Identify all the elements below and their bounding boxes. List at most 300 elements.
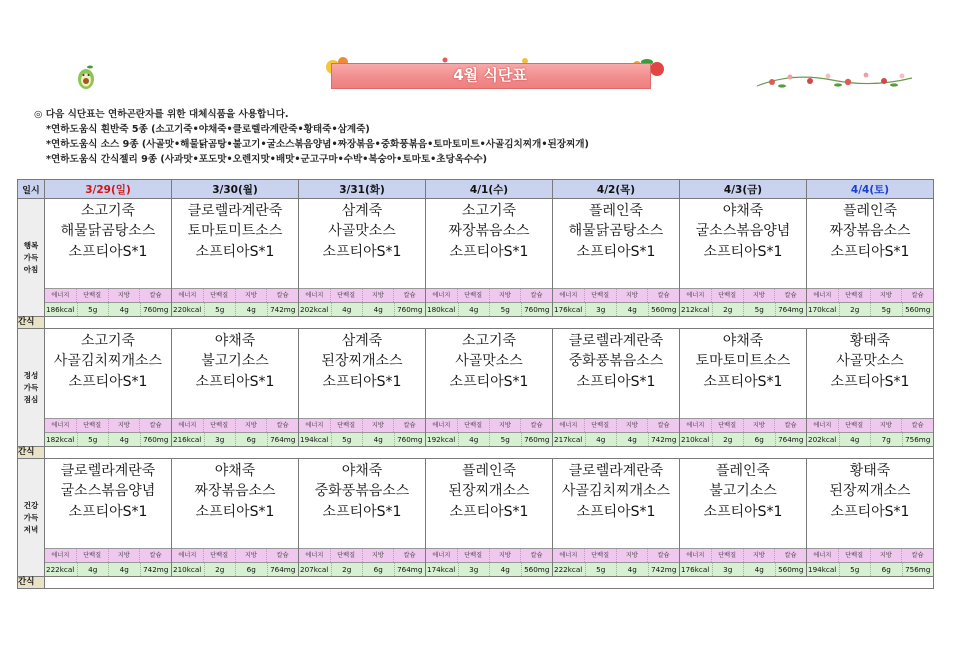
nutrient-value: 5g [490, 303, 522, 316]
dish-name: 클로렐라계란죽 [568, 463, 664, 479]
snack-label: 간식 [18, 447, 45, 459]
nutrient-label: 에너지 [680, 289, 712, 302]
nutrient-value: 4g [744, 563, 776, 576]
meal-cell [45, 329, 172, 447]
nutrient-label: 칼슘 [530, 552, 543, 559]
note-line: ◎ 다음 식단표는 연하곤란자를 위한 대체식품을 사용합니다. [34, 109, 289, 120]
meal-cell [426, 329, 553, 447]
meal-cell [807, 459, 934, 577]
nutrient-value: 186kcal [45, 303, 78, 316]
nutrient-value: 742mg [143, 565, 169, 574]
meal-cell [807, 329, 934, 447]
dish-name: 사골김치찌개소스 [561, 483, 671, 500]
nutrient-label: 지방 [871, 549, 903, 562]
dish-name: 소프티아S*1 [195, 243, 275, 260]
nutrient-value: 3g [713, 563, 745, 576]
nutrient-value: 5g [840, 563, 872, 576]
nutrient-value: 760mg [397, 435, 423, 444]
snack-label: 간식 [18, 317, 45, 329]
dish-name: 해물닭곰탕소스 [568, 223, 664, 240]
dish-name: 플레인죽 [588, 203, 644, 219]
meal-row [18, 329, 934, 447]
day-header: 3/31(화) [299, 180, 426, 199]
dish-name: 중화풍볶음소스 [314, 483, 410, 500]
nutrient-label: 에너지 [172, 419, 204, 432]
nutrient-label: 단백질 [839, 289, 871, 302]
meal-cell [426, 199, 553, 317]
nutrient-header [553, 288, 679, 302]
nutrient-values [680, 302, 806, 316]
nutrient-label: 단백질 [331, 549, 363, 562]
nutrient-label: 지방 [617, 419, 649, 432]
nutrient-value: 2g [713, 303, 745, 316]
date-header-row [18, 180, 934, 199]
nutrient-value: 5g [586, 563, 618, 576]
nutrient-values [680, 432, 806, 446]
nutrient-header [172, 288, 298, 302]
dish-name: 소프티아S*1 [68, 373, 148, 390]
nutrient-label: 단백질 [585, 549, 617, 562]
dish-name: 소프티아S*1 [68, 503, 148, 520]
nutrient-label: 칼슘 [657, 422, 670, 429]
dish-name: 소프티아S*1 [322, 503, 402, 520]
nutrient-label: 지방 [236, 419, 268, 432]
nutrient-label: 단백질 [458, 289, 490, 302]
nutrient-label: 칼슘 [149, 552, 162, 559]
dish-name: 소프티아S*1 [449, 243, 529, 260]
nutrient-value: 4g [109, 563, 141, 576]
nutrient-label: 에너지 [45, 289, 77, 302]
nutrient-header [426, 418, 552, 432]
nutrient-label: 칼슘 [784, 292, 797, 299]
dish-name: 중화풍볶음소스 [568, 353, 664, 370]
dish-list [299, 199, 425, 288]
dish-name: 해물닭곰탕소스 [60, 223, 156, 240]
nutrient-label: 에너지 [807, 289, 839, 302]
nutrient-label: 지방 [744, 419, 776, 432]
nutrient-value: 6g [363, 563, 395, 576]
nutrient-header [426, 288, 552, 302]
nutrient-value: 764mg [778, 305, 804, 314]
dish-list [299, 459, 425, 548]
nutrient-header [426, 548, 552, 562]
nutrient-label: 지방 [490, 289, 522, 302]
dish-name: 소프티아S*1 [195, 503, 275, 520]
nutrient-label: 단백질 [331, 289, 363, 302]
notes-section [34, 107, 589, 167]
nutrient-value: 4g [109, 303, 141, 316]
nutrient-value: 764mg [270, 565, 296, 574]
nutrient-label: 단백질 [585, 419, 617, 432]
dish-name: 토마토미트소스 [695, 353, 791, 370]
nutrient-label: 지방 [236, 549, 268, 562]
dish-name: 야채죽 [341, 463, 383, 479]
nutrient-values [45, 302, 171, 316]
nutrient-value: 2g [332, 563, 364, 576]
nutrient-value: 4g [459, 433, 491, 446]
nutrient-value: 182kcal [45, 433, 78, 446]
dish-name: 소고기죽 [80, 333, 136, 349]
title-banner [325, 57, 665, 95]
dish-list [426, 329, 552, 418]
nutrient-label: 지방 [363, 289, 395, 302]
nutrient-value: 4g [363, 303, 395, 316]
date-column-label: 일시 [18, 180, 45, 199]
nutrient-value: 4g [236, 303, 268, 316]
dish-name: 소고기죽 [461, 333, 517, 349]
nutrient-header [45, 288, 171, 302]
dish-name: 소프티아S*1 [703, 373, 783, 390]
nutrient-values [426, 562, 552, 576]
nutrient-label: 단백질 [839, 419, 871, 432]
meal-cell [680, 459, 807, 577]
nutrient-header [680, 548, 806, 562]
dish-list [45, 329, 171, 418]
dish-name: 황태죽 [849, 463, 891, 479]
nutrient-label: 칼슘 [911, 552, 924, 559]
nutrient-values [807, 562, 933, 576]
nutrient-value: 742mg [651, 565, 677, 574]
dish-name: 야채죽 [214, 333, 256, 349]
nutrient-value: 207kcal [299, 563, 332, 576]
nutrient-label: 에너지 [553, 549, 585, 562]
nutrient-value: 4g [459, 303, 491, 316]
dish-name: 굴소스볶음양념 [60, 483, 156, 500]
dish-name: 소프티아S*1 [830, 373, 910, 390]
nutrient-values [426, 432, 552, 446]
dish-name: 소프티아S*1 [322, 243, 402, 260]
nutrient-value: 4g [617, 303, 649, 316]
dish-name: 플레인죽 [715, 463, 771, 479]
nutrient-value: 5g [78, 303, 110, 316]
nutrient-value: 4g [332, 303, 364, 316]
nutrient-label: 칼슘 [276, 292, 289, 299]
nutrient-value: 560mg [905, 305, 931, 314]
nutrient-label: 칼슘 [403, 422, 416, 429]
snack-row [18, 577, 934, 589]
meal-cell [299, 199, 426, 317]
nutrient-label: 칼슘 [784, 552, 797, 559]
nutrient-value: 760mg [397, 305, 423, 314]
dish-list [172, 459, 298, 548]
meal-cell [553, 459, 680, 577]
nutrient-label: 에너지 [299, 289, 331, 302]
nutrient-label: 에너지 [807, 549, 839, 562]
note-line: *연하도움식 간식젤리 9종 (사과맛•포도맛•오렌지맛•배맛•군고구마•수박•복숭아•토마토•초당옥수수) [46, 154, 487, 165]
dish-name: 삼계죽 [341, 333, 383, 349]
meal-cell [299, 459, 426, 577]
nutrient-label: 에너지 [299, 549, 331, 562]
nutrient-label: 칼슘 [403, 292, 416, 299]
nutrient-label: 지방 [490, 549, 522, 562]
nutrient-label: 단백질 [77, 549, 109, 562]
nutrient-label: 단백질 [712, 289, 744, 302]
meal-cell [172, 199, 299, 317]
nutrient-value: 176kcal [553, 303, 586, 316]
nutrient-label: 에너지 [45, 419, 77, 432]
nutrient-value: 4g [617, 433, 649, 446]
snack-label: 간식 [18, 577, 45, 589]
dish-list [172, 329, 298, 418]
nutrient-label: 지방 [744, 549, 776, 562]
nutrient-header [172, 548, 298, 562]
meal-cell [807, 199, 934, 317]
nutrient-value: 760mg [524, 435, 550, 444]
nutrient-value: 742mg [270, 305, 296, 314]
dish-name: 불고기소스 [201, 353, 269, 370]
nutrient-label: 지방 [617, 549, 649, 562]
meal-label-line: 행복 [23, 240, 39, 250]
nutrient-value: 5g [332, 433, 364, 446]
dish-name: 사골맛소스 [328, 223, 396, 240]
nutrient-label: 단백질 [204, 289, 236, 302]
dish-list [426, 459, 552, 548]
dish-name: 소고기죽 [80, 203, 136, 219]
meal-row [18, 459, 934, 577]
nutrient-value: 5g [871, 303, 903, 316]
dish-list [45, 459, 171, 548]
nutrient-label: 에너지 [553, 419, 585, 432]
dish-name: 굴소스볶음양념 [695, 223, 791, 240]
nutrient-value: 560mg [524, 565, 550, 574]
nutrient-values [807, 432, 933, 446]
nutrient-value: 202kcal [299, 303, 332, 316]
nutrient-label: 에너지 [426, 419, 458, 432]
meal-label-line: 정성 [23, 370, 39, 380]
dish-name: 야채죽 [722, 333, 764, 349]
nutrient-label: 지방 [109, 419, 141, 432]
nutrient-value: 4g [363, 433, 395, 446]
dish-list [807, 329, 933, 418]
nutrient-value: 194kcal [299, 433, 332, 446]
nutrient-header [807, 418, 933, 432]
floral-decoration [752, 66, 918, 94]
nutrient-value: 212kcal [680, 303, 713, 316]
dish-name: 사골김치찌개소스 [53, 353, 163, 370]
nutrient-value: 5g [78, 433, 110, 446]
nutrient-values [45, 432, 171, 446]
nutrient-label: 단백질 [204, 419, 236, 432]
nutrient-values [553, 562, 679, 576]
nutrient-label: 지방 [871, 289, 903, 302]
dish-name: 소프티아S*1 [68, 243, 148, 260]
nutrient-values [553, 432, 679, 446]
nutrient-label: 단백질 [77, 419, 109, 432]
dish-name: 야채죽 [722, 203, 764, 219]
nutrient-header [45, 418, 171, 432]
dish-name: 짜장볶음소스 [829, 223, 911, 240]
dish-name: 클로렐라계란죽 [187, 203, 283, 219]
dish-list [807, 459, 933, 548]
snack-cell [45, 317, 934, 329]
nutrient-header [553, 418, 679, 432]
page-title: 4월 식단표 [453, 66, 527, 84]
dish-list [172, 199, 298, 288]
nutrient-value: 216kcal [172, 433, 205, 446]
meal-cell [553, 329, 680, 447]
dish-name: 소프티아S*1 [830, 243, 910, 260]
nutrient-label: 에너지 [172, 549, 204, 562]
nutrient-value: 2g [713, 433, 745, 446]
nutrient-value: 760mg [143, 305, 169, 314]
nutrient-label: 에너지 [172, 289, 204, 302]
dish-list [680, 459, 806, 548]
nutrient-value: 764mg [270, 435, 296, 444]
dish-name: 클로렐라계란죽 [60, 463, 156, 479]
nutrient-value: 756mg [905, 435, 931, 444]
nutrient-value: 2g [840, 303, 872, 316]
nutrient-values [172, 432, 298, 446]
dish-name: 소프티아S*1 [195, 373, 275, 390]
meal-label [18, 199, 45, 317]
nutrient-value: 764mg [778, 435, 804, 444]
dish-name: 소프티아S*1 [576, 243, 656, 260]
meal-cell [45, 199, 172, 317]
nutrient-value: 5g [205, 303, 237, 316]
meal-label-line: 점심 [23, 394, 39, 404]
nutrient-header [807, 288, 933, 302]
dish-name: 플레인죽 [461, 463, 517, 479]
nutrient-label: 지방 [109, 549, 141, 562]
nutrient-label: 에너지 [807, 419, 839, 432]
nutrient-values [299, 562, 425, 576]
meal-cell [172, 329, 299, 447]
nutrient-value: 764mg [397, 565, 423, 574]
dish-list [680, 199, 806, 288]
nutrient-value: 174kcal [426, 563, 459, 576]
nutrient-values [172, 302, 298, 316]
nutrient-label: 지방 [617, 289, 649, 302]
meal-cell [426, 459, 553, 577]
snack-cell [45, 577, 934, 589]
day-header: 4/4(토) [807, 180, 934, 199]
nutrient-label: 에너지 [299, 419, 331, 432]
dish-name: 소고기죽 [461, 203, 517, 219]
nutrient-header [299, 288, 425, 302]
dish-name: 소프티아S*1 [449, 503, 529, 520]
nutrient-header [553, 548, 679, 562]
nutrient-label: 단백질 [839, 549, 871, 562]
meal-label-line: 가득 [23, 382, 39, 392]
nutrient-value: 760mg [524, 305, 550, 314]
nutrient-value: 7g [871, 433, 903, 446]
day-header: 4/2(목) [553, 180, 680, 199]
nutrient-value: 6g [236, 563, 268, 576]
nutrient-values [45, 562, 171, 576]
dish-name: 소프티아S*1 [703, 503, 783, 520]
nutrient-label: 에너지 [553, 289, 585, 302]
menu-table [17, 179, 934, 589]
nutrient-header [172, 418, 298, 432]
nutrient-values [299, 302, 425, 316]
nutrient-header [299, 548, 425, 562]
dish-name: 소프티아S*1 [322, 373, 402, 390]
nutrient-label: 단백질 [458, 419, 490, 432]
nutrient-value: 560mg [778, 565, 804, 574]
dish-list [680, 329, 806, 418]
dish-name: 토마토미트소스 [187, 223, 283, 240]
nutrient-label: 단백질 [712, 419, 744, 432]
meal-cell [680, 329, 807, 447]
nutrient-value: 3g [205, 433, 237, 446]
nutrient-value: 4g [78, 563, 110, 576]
nutrient-value: 6g [236, 433, 268, 446]
day-header: 3/29(일) [45, 180, 172, 199]
dish-list [426, 199, 552, 288]
nutrient-label: 칼슘 [276, 422, 289, 429]
nutrient-value: 170kcal [807, 303, 840, 316]
nutrient-value: 760mg [143, 435, 169, 444]
nutrient-value: 202kcal [807, 433, 840, 446]
nutrient-header [807, 548, 933, 562]
dish-name: 짜장볶음소스 [194, 483, 276, 500]
nutrient-label: 지방 [363, 549, 395, 562]
nutrient-label: 단백질 [712, 549, 744, 562]
dish-list [553, 329, 679, 418]
nutrient-value: 210kcal [172, 563, 205, 576]
nutrient-header [299, 418, 425, 432]
dish-name: 클로렐라계란죽 [568, 333, 664, 349]
nutrient-label: 지방 [236, 289, 268, 302]
meal-cell [680, 199, 807, 317]
meal-cell [172, 459, 299, 577]
nutrient-value: 3g [459, 563, 491, 576]
dish-name: 소프티아S*1 [703, 243, 783, 260]
nutrient-value: 210kcal [680, 433, 713, 446]
nutrient-label: 에너지 [45, 549, 77, 562]
nutrient-value: 3g [586, 303, 618, 316]
day-header: 4/1(수) [426, 180, 553, 199]
nutrient-values [680, 562, 806, 576]
dish-list [45, 199, 171, 288]
meal-label-line: 아침 [23, 264, 39, 274]
nutrient-value: 220kcal [172, 303, 205, 316]
nutrient-label: 에너지 [680, 549, 712, 562]
meal-label [18, 459, 45, 577]
snack-cell [45, 447, 934, 459]
nutrient-label: 칼슘 [657, 292, 670, 299]
dish-name: 황태죽 [849, 333, 891, 349]
nutrient-value: 192kcal [426, 433, 459, 446]
nutrient-value: 194kcal [807, 563, 840, 576]
nutrient-value: 176kcal [680, 563, 713, 576]
dish-name: 플레인죽 [842, 203, 898, 219]
nutrient-value: 222kcal [553, 563, 586, 576]
dish-name: 소프티아S*1 [576, 373, 656, 390]
dish-name: 불고기소스 [709, 483, 777, 500]
nutrient-values [553, 302, 679, 316]
nutrient-value: 6g [871, 563, 903, 576]
nutrient-label: 칼슘 [530, 292, 543, 299]
nutrient-label: 칼슘 [403, 552, 416, 559]
nutrient-header [45, 548, 171, 562]
dish-name: 짜장볶음소스 [448, 223, 530, 240]
nutrient-value: 4g [586, 433, 618, 446]
nutrient-label: 칼슘 [149, 292, 162, 299]
meal-label-line: 건강 [23, 500, 39, 510]
note-line: *연하도움식 흰반죽 5종 (소고기죽•야채죽•클로렐라계란죽•황태죽•삼계죽) [46, 124, 370, 135]
dish-list [299, 329, 425, 418]
dish-name: 소프티아S*1 [830, 503, 910, 520]
avocado-icon [76, 64, 96, 90]
nutrient-values [426, 302, 552, 316]
nutrient-label: 에너지 [426, 289, 458, 302]
nutrient-value: 6g [744, 433, 776, 446]
nutrient-label: 단백질 [77, 289, 109, 302]
meal-cell [553, 199, 680, 317]
nutrient-label: 지방 [109, 289, 141, 302]
nutrient-label: 칼슘 [911, 292, 924, 299]
